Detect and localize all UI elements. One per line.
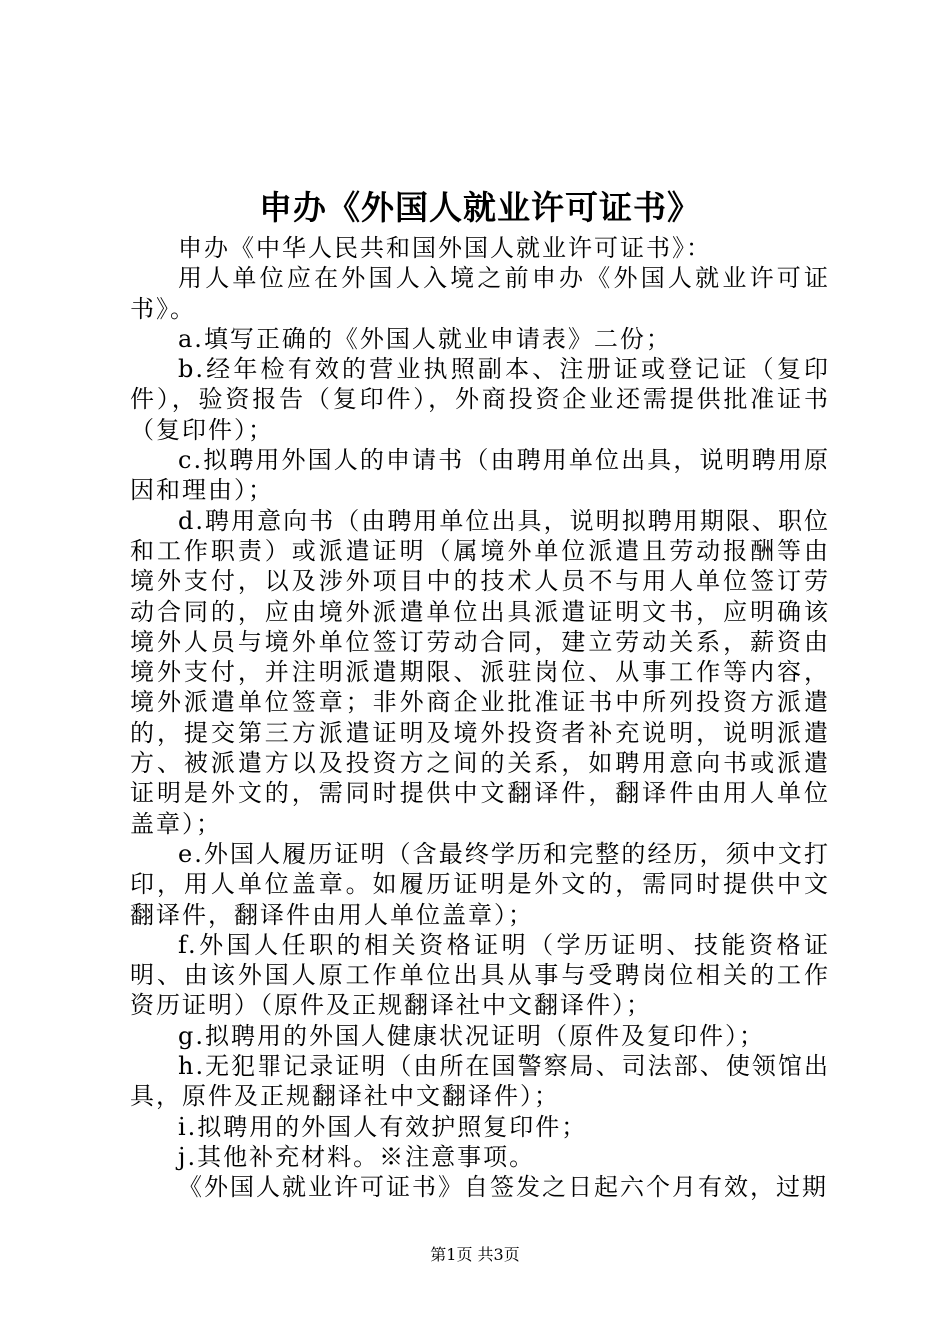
list-item-c: c.拟聘用外国人的申请书（由聘用单位出具，说明聘用原因和理由）；	[130, 446, 830, 505]
list-item-b: b.经年检有效的营业执照副本、注册证或登记证（复印件），验资报告（复印件），外商投资企业还需提供批准证书（复印件）；	[130, 355, 830, 444]
paragraph-intro: 申办《中华人民共和国外国人就业许可证书》：	[178, 234, 712, 262]
document-body	[130, 233, 830, 1203]
list-item-i: i.拟聘用的外国人有效护照复印件；	[178, 1112, 588, 1141]
list-item-j: j.其他补充材料。※注意事项。	[178, 1142, 536, 1171]
paragraph-validity: 《外国人就业许可证书》自签发之日起六个月有效，过期	[178, 1173, 828, 1202]
list-item-g: g.拟聘用的外国人健康状况证明（原件及复印件）；	[178, 1021, 765, 1050]
list-item-f: f.外国人任职的相关资格证明（学历证明、技能资格证明、由该外国人原工作单位出具从事与受聘岗位相关的工作资历证明）（原件及正规翻译社中文翻译件）；	[130, 930, 830, 1020]
page-footer: 第1页 共3页	[430, 1245, 520, 1264]
list-item-e: e.外国人履历证明（含最终学历和完整的经历，须中文打印，用人单位盖章。如履历证明是外文的，需同时提供中文翻译件，翻译件由用人单位盖章）；	[130, 839, 830, 929]
list-item-a: a.填写正确的《外国人就业申请表》二份；	[178, 324, 672, 353]
list-item-h: h.无犯罪记录证明（由所在国警察局、司法部、使领馆出具，原件及正规翻译社中文翻译件）；	[130, 1052, 830, 1111]
paragraph-timing: 用人单位应在外国人入境之前申办《外国人就业许可证书》。	[130, 264, 830, 323]
document-title: 申办《外国人就业许可证书》	[259, 188, 701, 227]
list-item-d: d.聘用意向书（由聘用单位出具，说明拟聘用期限、职位和工作职责）或派遣证明（属境外单位派遣且劳动报酬等由境外支付，以及涉外项目中的技术人员不与用人单位签订劳动合同的，应由境外派遣单位出具派遣证明文书，应明确该境外人员与境外单位签订劳动合同，建立劳动关系，薪资由境外支付，并注明派遣期限、派驻岗位、从事工作等内容，境外派遣单位签章；非外商企业批准证书中所列投资方派遣的，提交第三方派遣证明及境外投资者补充说明，说明派遣方、被派遣方以及投资方之间的关系，如聘用意向书或派遣证明是外文的，需同时提供中文翻译件，翻译件由用人单位盖章）；	[130, 506, 830, 838]
